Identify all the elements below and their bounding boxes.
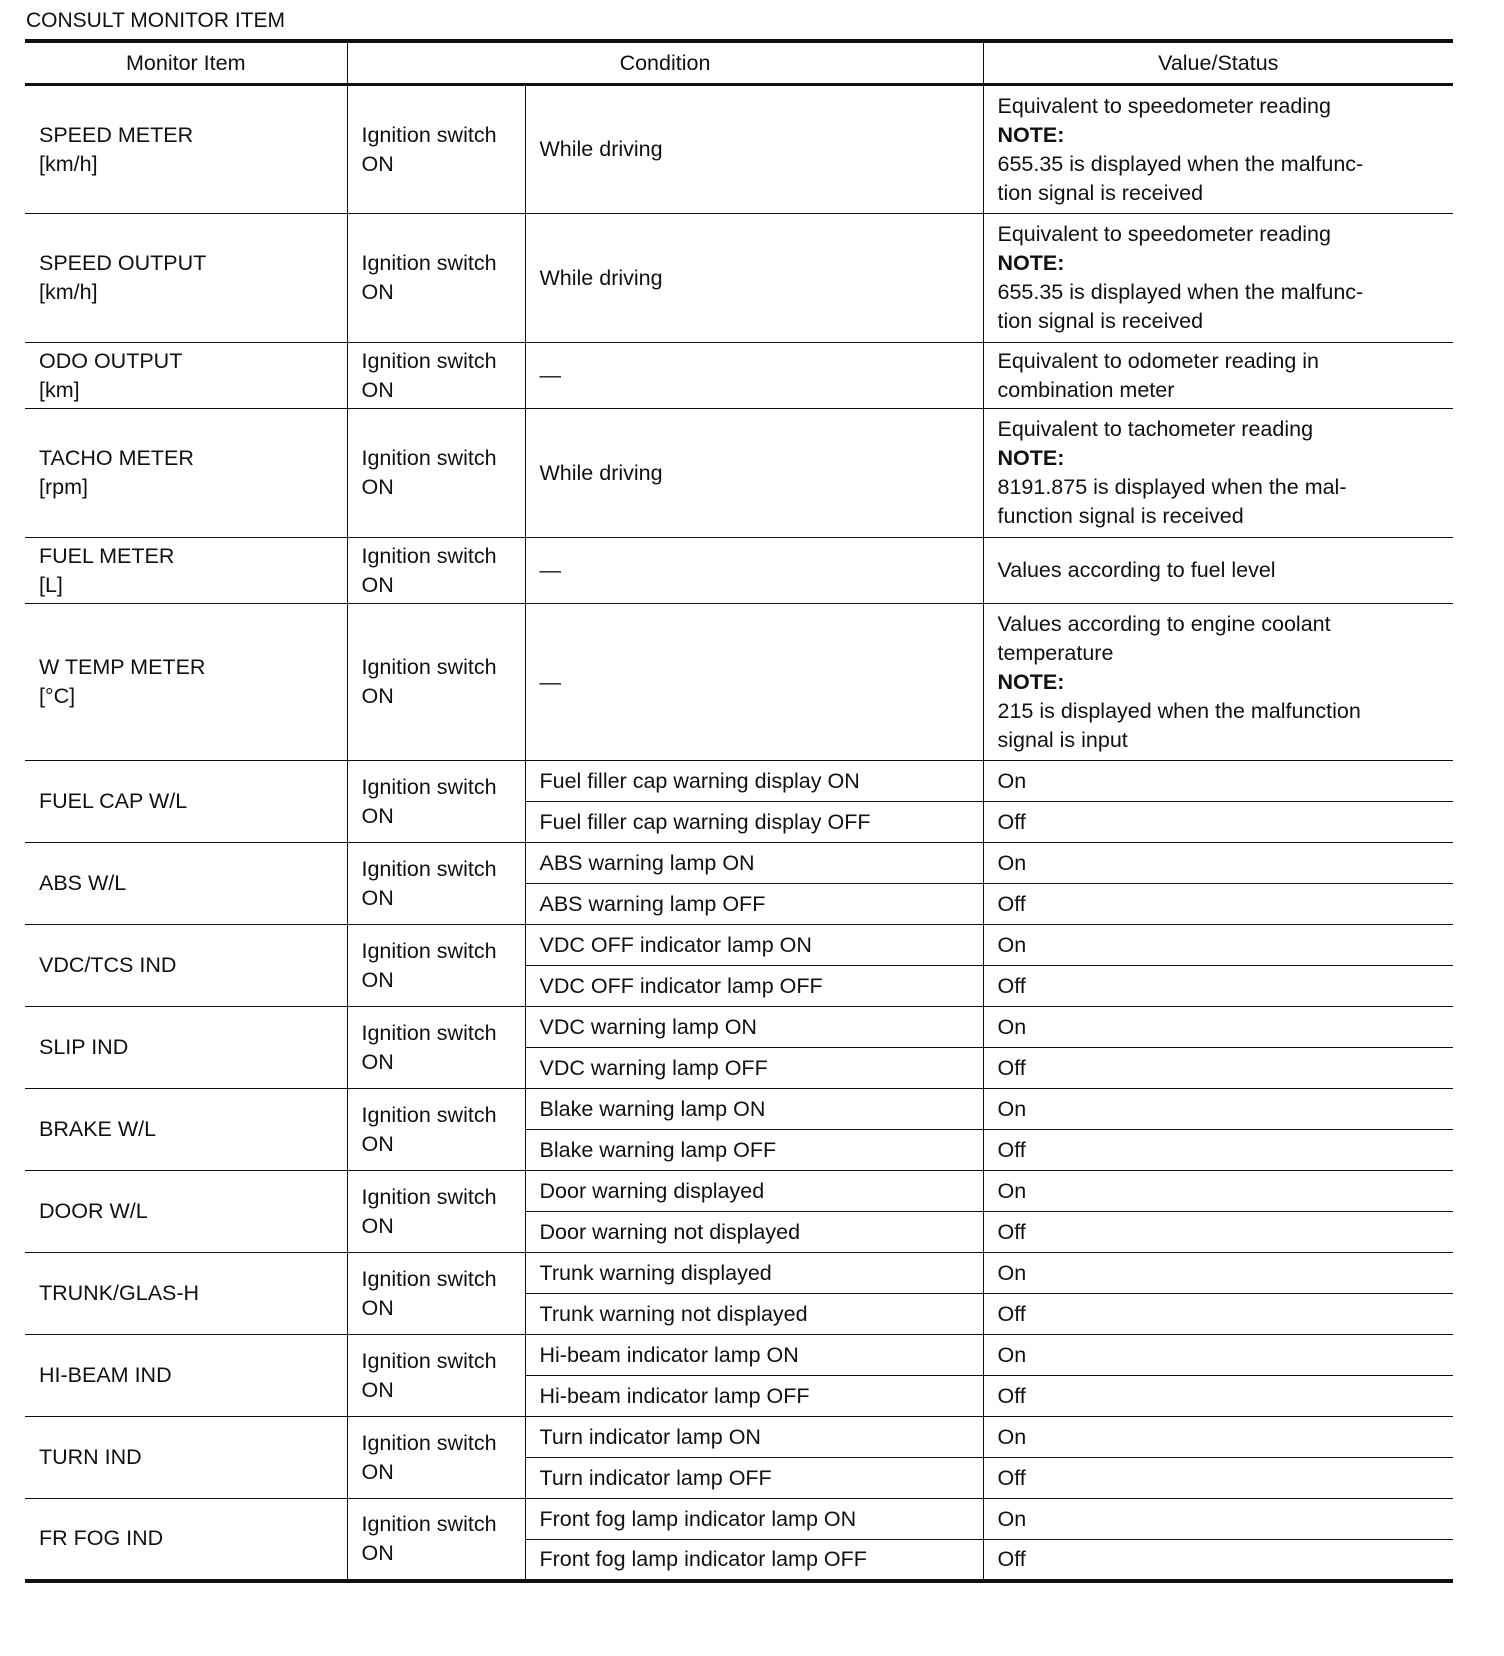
item-unit: [km] bbox=[39, 377, 80, 402]
condition-off-cell: Door warning not displayed bbox=[525, 1212, 983, 1253]
ignition-text: Ignition switch bbox=[361, 938, 497, 963]
header-condition: Condition bbox=[347, 41, 983, 85]
ignition-cell bbox=[347, 925, 525, 1007]
value-cell bbox=[983, 85, 1453, 214]
ignition-cell bbox=[347, 1335, 525, 1417]
item-unit: [rpm] bbox=[39, 475, 88, 499]
value-on-cell: On bbox=[983, 1499, 1453, 1540]
ignition-cell bbox=[347, 1007, 525, 1089]
ignition-cell bbox=[347, 538, 525, 604]
table-row bbox=[25, 538, 1453, 604]
value-off-cell: Off bbox=[983, 1212, 1453, 1253]
table-row bbox=[25, 1253, 1453, 1294]
condition-off-cell: VDC warning lamp OFF bbox=[525, 1048, 983, 1089]
ignition-text: Ignition switch bbox=[361, 1266, 497, 1291]
note-text: signal is input bbox=[997, 727, 1128, 752]
ignition-cell bbox=[347, 214, 525, 343]
condition-off-cell: Blake warning lamp OFF bbox=[525, 1130, 983, 1171]
ignition-state: ON bbox=[361, 1295, 394, 1320]
monitor-item-cell: FR FOG IND bbox=[25, 1499, 347, 1581]
table-row bbox=[25, 214, 1453, 343]
monitor-item-cell bbox=[25, 214, 347, 343]
item-name: SPEED OUTPUT bbox=[39, 251, 207, 275]
monitor-item-cell: TURN IND bbox=[25, 1417, 347, 1499]
condition-cell: While driving bbox=[525, 409, 983, 538]
value-on-cell: On bbox=[983, 925, 1453, 966]
condition-off-cell: Trunk warning not displayed bbox=[525, 1294, 983, 1335]
ignition-state: ON bbox=[361, 885, 394, 910]
table-row bbox=[25, 1089, 1453, 1130]
ignition-state: ON bbox=[361, 1377, 394, 1402]
value-text: Equivalent to tachometer reading bbox=[997, 417, 1314, 441]
value-off-cell: Off bbox=[983, 966, 1453, 1007]
table-row bbox=[25, 761, 1453, 802]
ignition-text: Ignition switch bbox=[361, 1430, 497, 1455]
condition-cell: — bbox=[525, 604, 983, 761]
value-off-cell: Off bbox=[983, 1376, 1453, 1417]
ignition-cell bbox=[347, 1499, 525, 1581]
ignition-text: Ignition switch bbox=[361, 446, 497, 470]
condition-on-cell: ABS warning lamp ON bbox=[525, 843, 983, 884]
table-row bbox=[25, 1417, 1453, 1458]
table-row bbox=[25, 409, 1453, 538]
note-label: NOTE: bbox=[997, 251, 1065, 275]
note-text: 655.35 is displayed when the malfunc- bbox=[997, 280, 1364, 304]
table-row bbox=[25, 1007, 1453, 1048]
note-text: function signal is received bbox=[997, 504, 1244, 528]
ignition-state: ON bbox=[361, 1213, 394, 1238]
ignition-cell bbox=[347, 604, 525, 761]
ignition-cell bbox=[347, 1417, 525, 1499]
monitor-item-cell: VDC/TCS IND bbox=[25, 925, 347, 1007]
ignition-text: Ignition switch bbox=[361, 1348, 497, 1373]
value-text: Equivalent to speedometer reading bbox=[997, 93, 1331, 118]
condition-cell: — bbox=[525, 343, 983, 409]
ignition-cell bbox=[347, 761, 525, 843]
ignition-state: ON bbox=[361, 572, 394, 597]
monitor-item-cell bbox=[25, 409, 347, 538]
section-title: CONSULT MONITOR ITEM bbox=[26, 9, 286, 32]
ignition-text: Ignition switch bbox=[361, 348, 497, 373]
ignition-text: Ignition switch bbox=[361, 251, 497, 275]
ignition-text: Ignition switch bbox=[361, 655, 497, 679]
monitor-item-cell: SLIP IND bbox=[25, 1007, 347, 1089]
value-off-cell: Off bbox=[983, 1458, 1453, 1499]
item-unit: [km/h] bbox=[39, 151, 98, 176]
ignition-text: Ignition switch bbox=[361, 1511, 497, 1536]
consult-monitor-table bbox=[25, 39, 1453, 1583]
value-on-cell: On bbox=[983, 1335, 1453, 1376]
monitor-item-cell: BRAKE W/L bbox=[25, 1089, 347, 1171]
monitor-item-cell: TRUNK/GLAS-H bbox=[25, 1253, 347, 1335]
condition-on-cell: VDC warning lamp ON bbox=[525, 1007, 983, 1048]
ignition-text: Ignition switch bbox=[361, 1102, 497, 1127]
ignition-text: Ignition switch bbox=[361, 774, 497, 799]
note-text: tion signal is received bbox=[997, 309, 1204, 333]
note-label: NOTE: bbox=[997, 122, 1065, 147]
table-row bbox=[25, 925, 1453, 966]
monitor-item-cell bbox=[25, 538, 347, 604]
ignition-text: Ignition switch bbox=[361, 1184, 497, 1209]
table-row bbox=[25, 1171, 1453, 1212]
condition-cell: While driving bbox=[525, 85, 983, 214]
condition-cell: While driving bbox=[525, 214, 983, 343]
ignition-text: Ignition switch bbox=[361, 856, 497, 881]
ignition-text: Ignition switch bbox=[361, 543, 497, 568]
condition-on-cell: Turn indicator lamp ON bbox=[525, 1417, 983, 1458]
condition-cell: — bbox=[525, 538, 983, 604]
ignition-state: ON bbox=[361, 967, 394, 992]
table-row bbox=[25, 343, 1453, 409]
value-off-cell: Off bbox=[983, 1294, 1453, 1335]
value-on-cell: On bbox=[983, 761, 1453, 802]
value-text: temperature bbox=[997, 640, 1114, 665]
monitor-item-cell: DOOR W/L bbox=[25, 1171, 347, 1253]
monitor-item-cell: HI-BEAM IND bbox=[25, 1335, 347, 1417]
condition-on-cell: Fuel filler cap warning display ON bbox=[525, 761, 983, 802]
condition-on-cell: Blake warning lamp ON bbox=[525, 1089, 983, 1130]
item-name: SPEED METER bbox=[39, 122, 194, 147]
value-cell bbox=[983, 409, 1453, 538]
monitor-item-cell bbox=[25, 85, 347, 214]
value-on-cell: On bbox=[983, 843, 1453, 884]
value-text: Equivalent to speedometer reading bbox=[997, 222, 1331, 246]
monitor-item-cell bbox=[25, 343, 347, 409]
value-on-cell: On bbox=[983, 1253, 1453, 1294]
ignition-cell bbox=[347, 1253, 525, 1335]
note-text: tion signal is received bbox=[997, 180, 1204, 205]
value-off-cell: Off bbox=[983, 1048, 1453, 1089]
condition-off-cell: Fuel filler cap warning display OFF bbox=[525, 802, 983, 843]
value-cell bbox=[983, 214, 1453, 343]
ignition-state: ON bbox=[361, 1049, 394, 1074]
note-text: 8191.875 is displayed when the mal- bbox=[997, 475, 1347, 499]
monitor-item-cell: FUEL CAP W/L bbox=[25, 761, 347, 843]
note-text: 655.35 is displayed when the malfunc- bbox=[997, 151, 1364, 176]
item-unit: [L] bbox=[39, 572, 63, 597]
value-cell bbox=[983, 538, 1453, 604]
ignition-cell bbox=[347, 343, 525, 409]
value-off-cell: Off bbox=[983, 1130, 1453, 1171]
condition-off-cell: Front fog lamp indicator lamp OFF bbox=[525, 1540, 983, 1581]
note-text: 215 is displayed when the malfunction bbox=[997, 698, 1361, 723]
note-label: NOTE: bbox=[997, 669, 1065, 694]
ignition-state: ON bbox=[361, 1540, 394, 1565]
ignition-cell bbox=[347, 1171, 525, 1253]
table-row bbox=[25, 843, 1453, 884]
ignition-cell bbox=[347, 843, 525, 925]
value-off-cell: Off bbox=[983, 802, 1453, 843]
ignition-cell bbox=[347, 1089, 525, 1171]
note-label: NOTE: bbox=[997, 446, 1065, 470]
table-row bbox=[25, 604, 1453, 761]
condition-off-cell: ABS warning lamp OFF bbox=[525, 884, 983, 925]
value-off-cell: Off bbox=[983, 1540, 1453, 1581]
ignition-text: Ignition switch bbox=[361, 122, 497, 147]
ignition-state: ON bbox=[361, 377, 394, 402]
ignition-state: ON bbox=[361, 475, 394, 499]
condition-on-cell: Front fog lamp indicator lamp ON bbox=[525, 1499, 983, 1540]
item-name: W TEMP METER bbox=[39, 655, 206, 679]
ignition-state: ON bbox=[361, 1131, 394, 1156]
monitor-item-cell bbox=[25, 604, 347, 761]
value-on-cell: On bbox=[983, 1171, 1453, 1212]
value-on-cell: On bbox=[983, 1007, 1453, 1048]
ignition-state: ON bbox=[361, 280, 394, 304]
value-cell bbox=[983, 343, 1453, 409]
condition-on-cell: VDC OFF indicator lamp ON bbox=[525, 925, 983, 966]
value-cell bbox=[983, 604, 1453, 761]
header-row bbox=[25, 41, 1453, 85]
ignition-state: ON bbox=[361, 1459, 394, 1484]
condition-on-cell: Door warning displayed bbox=[525, 1171, 983, 1212]
item-name: FUEL METER bbox=[39, 543, 175, 568]
header-value-status: Value/Status bbox=[983, 41, 1453, 85]
condition-off-cell: Hi-beam indicator lamp OFF bbox=[525, 1376, 983, 1417]
ignition-cell bbox=[347, 409, 525, 538]
table-row bbox=[25, 1335, 1453, 1376]
ignition-state: ON bbox=[361, 151, 394, 176]
ignition-state: ON bbox=[361, 684, 394, 708]
value-on-cell: On bbox=[983, 1417, 1453, 1458]
ignition-cell bbox=[347, 85, 525, 214]
value-text: Values according to engine coolant bbox=[997, 611, 1331, 636]
value-off-cell: Off bbox=[983, 884, 1453, 925]
condition-off-cell: VDC OFF indicator lamp OFF bbox=[525, 966, 983, 1007]
condition-off-cell: Turn indicator lamp OFF bbox=[525, 1458, 983, 1499]
condition-on-cell: Hi-beam indicator lamp ON bbox=[525, 1335, 983, 1376]
item-name: TACHO METER bbox=[39, 446, 194, 470]
table-row bbox=[25, 1499, 1453, 1540]
monitor-item-cell: ABS W/L bbox=[25, 843, 347, 925]
item-unit: [km/h] bbox=[39, 280, 98, 304]
item-unit: [°C] bbox=[39, 684, 76, 708]
value-text: Values according to fuel level bbox=[997, 558, 1276, 582]
table-row bbox=[25, 85, 1453, 214]
item-name: ODO OUTPUT bbox=[39, 348, 183, 373]
ignition-text: Ignition switch bbox=[361, 1020, 497, 1045]
value-text: Equivalent to odometer reading in bbox=[997, 348, 1320, 373]
header-monitor-item: Monitor Item bbox=[25, 41, 347, 85]
ignition-state: ON bbox=[361, 803, 394, 828]
value-text: combination meter bbox=[997, 377, 1175, 402]
condition-on-cell: Trunk warning displayed bbox=[525, 1253, 983, 1294]
value-on-cell: On bbox=[983, 1089, 1453, 1130]
